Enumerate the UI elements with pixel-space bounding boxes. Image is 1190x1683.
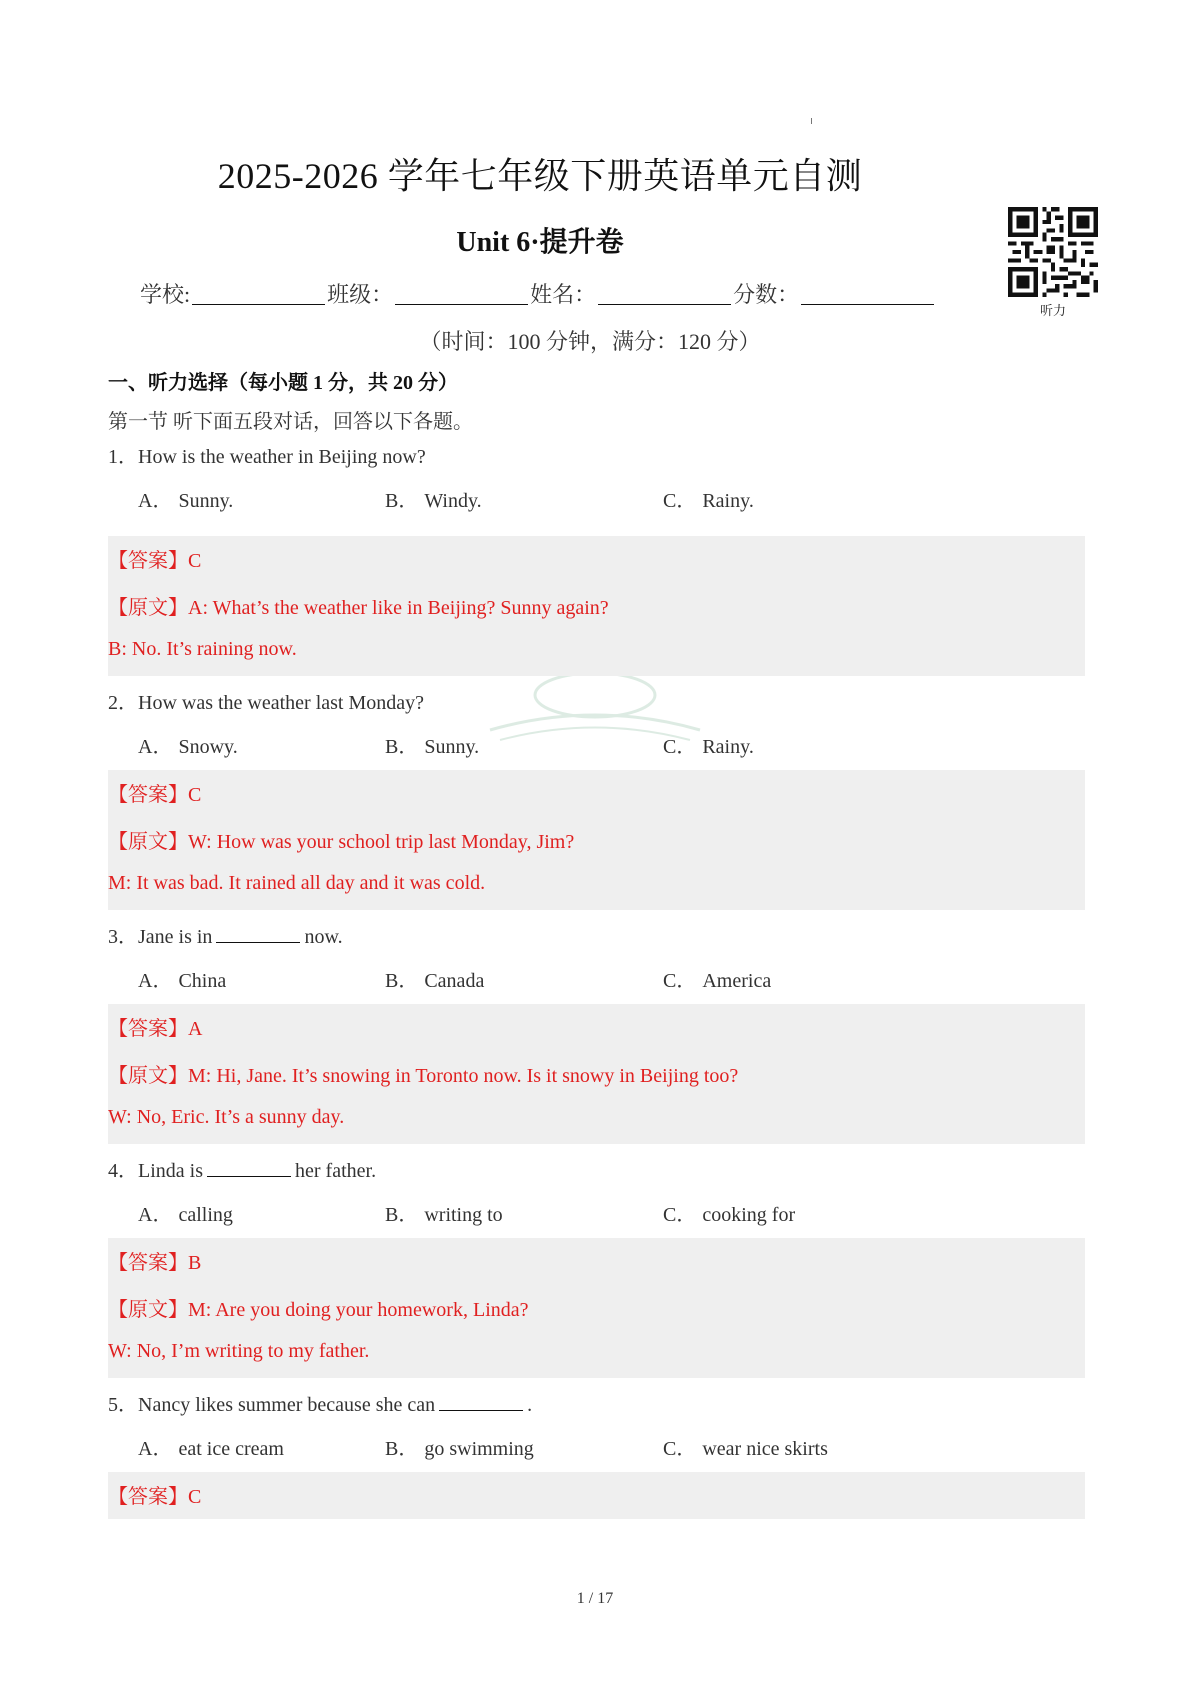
option-text: Canada [424, 970, 485, 992]
class-blank[interactable] [395, 278, 528, 305]
option-text: Rainy. [702, 736, 754, 758]
script-text: M: Hi, Jane. It’s snowing in Toronto now. Is it snowy in Beijing too? [188, 1065, 739, 1087]
option-a[interactable] [138, 1432, 284, 1461]
option-text: Snowy. [178, 736, 238, 758]
option-letter: B． [385, 736, 419, 758]
name-blank[interactable] [598, 278, 731, 305]
answer-value: C [188, 550, 202, 572]
option-b[interactable] [385, 1198, 503, 1227]
answer-value: C [188, 784, 202, 806]
question-number: 3． [108, 926, 138, 948]
answer-value: B [188, 1252, 202, 1274]
page-number: 1 / 17 [576, 1590, 614, 1607]
question-stem-end: . [527, 1394, 533, 1416]
answer-box [108, 1238, 1085, 1378]
option-letter: B． [385, 1204, 419, 1226]
option-text: go swimming [424, 1438, 534, 1460]
option-text: writing to [424, 1204, 503, 1226]
option-b[interactable] [385, 730, 479, 759]
print-mark [811, 118, 812, 124]
script-line [108, 1293, 529, 1322]
script-line [108, 825, 574, 854]
fill-blank[interactable] [207, 1158, 291, 1177]
question-5 [108, 1388, 532, 1417]
fill-blank[interactable] [216, 924, 300, 943]
option-letter: A． [138, 490, 173, 512]
option-text: America [702, 970, 772, 992]
option-letter: B． [385, 490, 419, 512]
option-letter: C． [663, 736, 697, 758]
option-letter: C． [663, 490, 697, 512]
option-a[interactable] [138, 484, 233, 513]
question-number: 2． [108, 692, 138, 714]
answer-line [108, 544, 201, 573]
answer-line [108, 1012, 202, 1041]
option-a[interactable] [138, 964, 226, 993]
question-stem-end: now. [304, 926, 343, 948]
script-text: W: How was your school trip last Monday, Jim? [188, 831, 575, 853]
option-c[interactable] [663, 484, 754, 513]
question-1 [108, 440, 426, 469]
script-line-2: M: It was bad. It rained all day and it was cold. [108, 872, 486, 894]
answer-tag: 【答案】 [108, 1486, 188, 1508]
script-line-2: B: No. It’s raining now. [108, 638, 297, 660]
qr-caption: 听力 [1039, 303, 1066, 318]
option-letter: C． [663, 970, 697, 992]
script-tag: 【原文】 [108, 831, 188, 853]
answer-value: A [188, 1018, 203, 1040]
option-letter: A． [138, 1438, 173, 1460]
student-info-row [140, 278, 936, 312]
answer-value: C [188, 1486, 202, 1508]
question-2 [108, 686, 424, 715]
script-line-2: W: No, Eric. It’s a sunny day. [108, 1106, 345, 1128]
school-blank[interactable] [192, 278, 325, 305]
option-letter: A． [138, 736, 173, 758]
option-text: cooking for [702, 1204, 796, 1226]
option-text: China [178, 970, 227, 992]
script-tag: 【原文】 [108, 597, 188, 619]
exam-subtitle: Unit 6·提升卷 [456, 227, 624, 258]
option-text: wear nice skirts [702, 1438, 828, 1460]
option-letter: C． [663, 1438, 697, 1460]
option-c[interactable] [663, 730, 754, 759]
question-stem: How was the weather last Monday? [138, 692, 425, 714]
option-letter: C． [663, 1204, 697, 1226]
answer-tag: 【答案】 [108, 784, 188, 806]
answer-tag: 【答案】 [108, 1252, 188, 1274]
time-info: （时间：100 分钟，满分：120 分） [419, 329, 761, 354]
answer-box [108, 770, 1085, 910]
answer-tag: 【答案】 [108, 1018, 188, 1040]
option-text: Sunny. [424, 736, 480, 758]
option-c[interactable] [663, 1432, 828, 1461]
answer-box [108, 1472, 1085, 1519]
question-stem: How is the weather in Beijing now? [138, 446, 426, 468]
score-label: 分数： [733, 282, 800, 307]
school-label: 学校: [140, 282, 191, 307]
script-text: M: Are you doing your homework, Linda? [188, 1299, 529, 1321]
question-3 [108, 920, 343, 949]
option-text: Rainy. [702, 490, 754, 512]
section-instruction: 第一节 听下面五段对话，回答以下各题。 [108, 411, 473, 433]
option-text: Windy. [424, 490, 482, 512]
option-b[interactable] [385, 964, 484, 993]
question-number: 5． [108, 1394, 138, 1416]
option-a[interactable] [138, 1198, 233, 1227]
option-letter: B． [385, 970, 419, 992]
exam-title: 2025-2026 学年七年级下册英语单元自测 [217, 156, 863, 196]
option-text: Sunny. [178, 490, 234, 512]
question-stem: Nancy likes summer because she can [138, 1394, 436, 1416]
qr-code-icon[interactable] [1008, 207, 1098, 297]
answer-line [108, 778, 201, 807]
option-text: calling [178, 1204, 233, 1226]
option-b[interactable] [385, 484, 482, 513]
script-tag: 【原文】 [108, 1299, 188, 1321]
answer-box [108, 536, 1085, 676]
answer-tag: 【答案】 [108, 550, 188, 572]
question-4 [108, 1154, 376, 1183]
answer-line [108, 1480, 201, 1509]
script-line [108, 591, 609, 620]
fill-blank[interactable] [439, 1392, 523, 1411]
script-text: A: What’s the weather like in Beijing? Sunny again? [188, 597, 609, 619]
option-a[interactable] [138, 730, 238, 759]
option-c[interactable] [663, 964, 771, 993]
question-stem: Jane is in [138, 926, 213, 948]
class-label: 班级： [327, 282, 394, 307]
script-line [108, 1059, 738, 1088]
section-heading: 一、听力选择（每小题 1 分，共 20 分） [108, 372, 458, 394]
score-blank[interactable] [801, 278, 934, 305]
name-label: 姓名： [530, 282, 597, 307]
option-letter: A． [138, 970, 173, 992]
question-number: 1． [108, 446, 138, 468]
option-b[interactable] [385, 1432, 534, 1461]
script-tag: 【原文】 [108, 1065, 188, 1087]
question-stem: Linda is [138, 1160, 203, 1182]
answer-line [108, 1246, 201, 1275]
answer-box [108, 1004, 1085, 1144]
question-number: 4． [108, 1160, 138, 1182]
script-line-2: W: No, I’m writing to my father. [108, 1340, 370, 1362]
option-text: eat ice cream [178, 1438, 284, 1460]
option-c[interactable] [663, 1198, 795, 1227]
question-stem-end: her father. [295, 1160, 377, 1182]
option-letter: B． [385, 1438, 419, 1460]
option-letter: A． [138, 1204, 173, 1226]
